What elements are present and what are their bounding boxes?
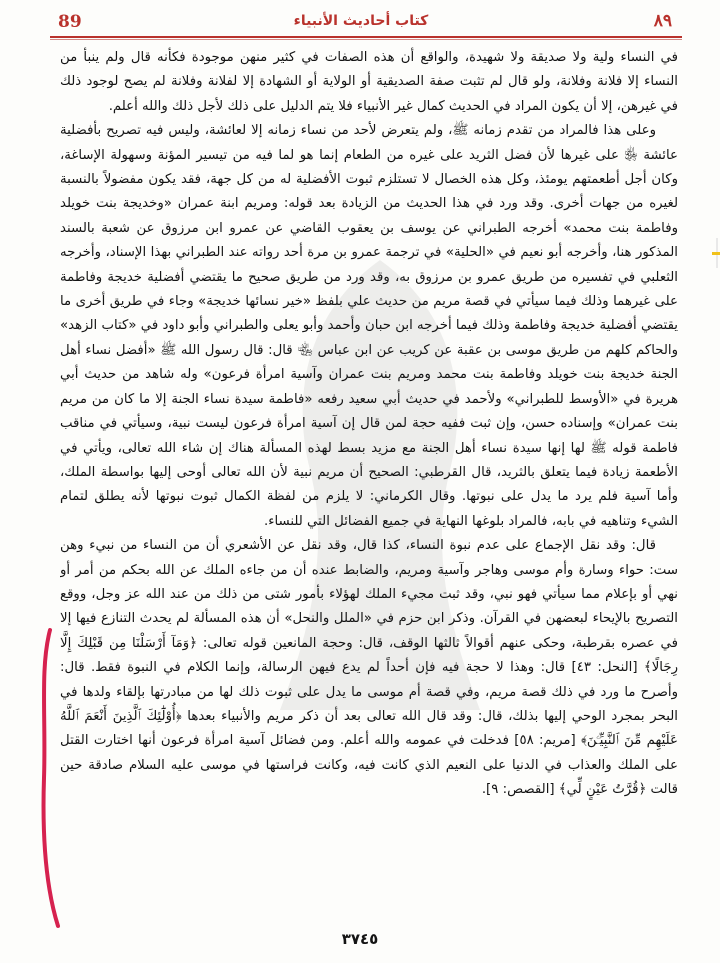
book-title: كتاب أحاديث الأنبياء	[293, 13, 429, 29]
page-header	[40, 8, 682, 38]
header-rule	[50, 36, 682, 38]
page-number-latin: 89	[58, 12, 82, 32]
footer-page-number: ٣٧٤٥	[341, 930, 379, 948]
body-text	[60, 46, 678, 914]
scroll-position-marker[interactable]	[712, 252, 720, 255]
header-rule-thin	[50, 39, 682, 40]
paragraph-1: في النساء ولية ولا صديقة ولا شهيدة، والواقع أن هذه الصفات في كثير منهن موجودة فكأنه قال ولم ينبأ من النساء إلا فلانة وفلانة، ولو قال لم تثبت صفة الصديقية أو الولاية أو الشهادة إلا لفلانة وفلانة لم يصح لوجود ذلك في غيرهن، إلا أن يكون المراد في الحديث كمال غير الأنبياء فلا يتم الدليل على ذلك لأجل ذلك والله أعلم.	[60, 50, 678, 114]
paragraph-2: وعلى هذا فالمراد من تقدم زمانه ﷺ، ولم يتعرض لأحد من نساء زمانه إلا لعائشة، وليس فيه تصريح بأفضلية عائشة ﵂ على غيرها لأن فضل الثريد على غيره من الطعام إنما هو لما فيه من تيسير المؤنة وسهولة الإساغة، وكان أجل أطعمتهم يومئذ، وكل هذه الخصال لا تستلزم ثبوت الأفضلية له من كل جهة، فقد يكون مفضولاً بالنسبة لغيره من جهات أخرى. وقد ورد في هذا الحديث من الزيادة بعد قوله: ومريم ابنة عمران «وخديجة بنت خويلد وفاطمة بنت محمد» أخرجه الطبراني عن يوسف بن يعقوب القاضي عن عمرو ابن مرزوق عن شعبة بالسند المذكور هنا، وأخرجه أبو نعيم في «الحلية» في ترجمة عمرو بن مرة أحد رواته عند الطبراني بهذا الإسناد، وأخرجه الثعلبي في تفسيره من طريق عمرو بن مرزوق به، وقد ورد من طريق صحيح ما يقتضي أفضلية خديجة وفاطمة على غيرهما وذلك فيما سيأتي في قصة مريم من حديث علي بلفظ «خير نسائها خديجة» وجاء في طريق أخرى ما يقتضي أفضلية خديجة وفاطمة وذلك فيما أخرجه ابن حبان وأحمد وأبو يعلى والطبراني وأبو داود في «كتاب الزهد» والحاكم كلهم من طريق موسى بن عقبة عن كريب عن ابن عباس ﵄ قال: قال رسول الله ﷺ «أفضل نساء أهل الجنة خديجة بنت خويلد وفاطمة بنت محمد ومريم بنت عمران وآسية امرأة فرعون» وله شاهد من حديث أبي هريرة في «الأوسط للطبراني» ولأحمد في حديث أبي سعيد رفعه «فاطمة سيدة نساء الجنة إلا ما كان من مريم بنت عمران» وإسناده حسن، وإن ثبت ففيه حجة لمن قال إن آسية امرأة فرعون ليست نبية، وسيأتي في مناقب فاطمة قوله ﷺ لها إنها سيدة نساء أهل الجنة مع مزيد بسط لهذه المسألة هناك إن شاء الله تعالى، ويأتي في الأطعمة زيادة فيما يتعلق بالثريد، قال القرطبي: الصحيح أن مريم نبية لأن الله تعالى أوحى إليها بواسطة الملك، وأما آسية فلم يرد ما يدل على نبوتها. وقال الكرماني: لا يلزم من لفظة الكمال ثبوت نبوتها لأنه يطلق لتمام الشيء وتناهيه في بابه، فالمراد بلوغها النهاية في جميع الفضائل التي للنساء.	[60, 123, 678, 529]
page-number-arabic: ٨٩	[653, 11, 672, 31]
paragraph-3: قال: وقد نقل الإجماع على عدم نبوة النساء، كذا قال، وقد نقل عن الأشعري أن من النساء من نبيء وهن ست: حواء وسارة وأم موسى وهاجر وآسية ومريم، والضابط عنده أن من جاءه الملك عن الله بحكم من أمر أو نهي أو بإعلام مما سيأتي فهو نبي، وقد ثبت مجيء الملك لهؤلاء بأمور شتى من ذلك من عند الله عز وجل، ووقع التصريح بالإيحاء لبعضهن في القرآن. وذكر ابن حزم في «الملل والنحل» أن هذه المسألة لم يحدث التنازع فيها إلا في عصره بقرطبة، وحكى عنهم أقوالاً ثالثها الوقف، قال: وحجة المانعين قوله تعالى: ﴿وَمَآ أَرْسَلْنَا مِن قَبْلِكَ إِلَّا رِجَالًا﴾ [النحل: ٤٣] قال: وهذا لا حجة فيه فإن أحداً لم يدع فيهن الرسالة، وإنما الكلام في النبوة فقط. قال: وأصرح ما ورد في ذلك قصة مريم، وفي قصة أم موسى ما يدل على ثبوت ذلك لها من مبادرتها بإلقاء ولدها في البحر بمجرد الوحي إليها بذلك، قال: وقد قال الله تعالى بعد أن ذكر مريم والأنبياء بعدها ﴿أُوْلَٰٓئِكَ ٱلَّذِينَ أَنْعَمَ ٱللَّهُ عَلَيْهِم مِّنَ ٱلنَّبِيِّـۧنَ﴾ [مريم: ٥٨] فدخلت في عمومه والله أعلم. ومن فضائل آسية امرأة فرعون أنها اختارت القتل على الملك والعذاب في الدنيا على النعيم الذي كانت فيه، وكانت فراستها في موسى عليه السلام صادقة حين قالت ﴿قُرَّتُ عَيْنٍ لِّي﴾ [القصص: ٩].	[60, 538, 678, 798]
